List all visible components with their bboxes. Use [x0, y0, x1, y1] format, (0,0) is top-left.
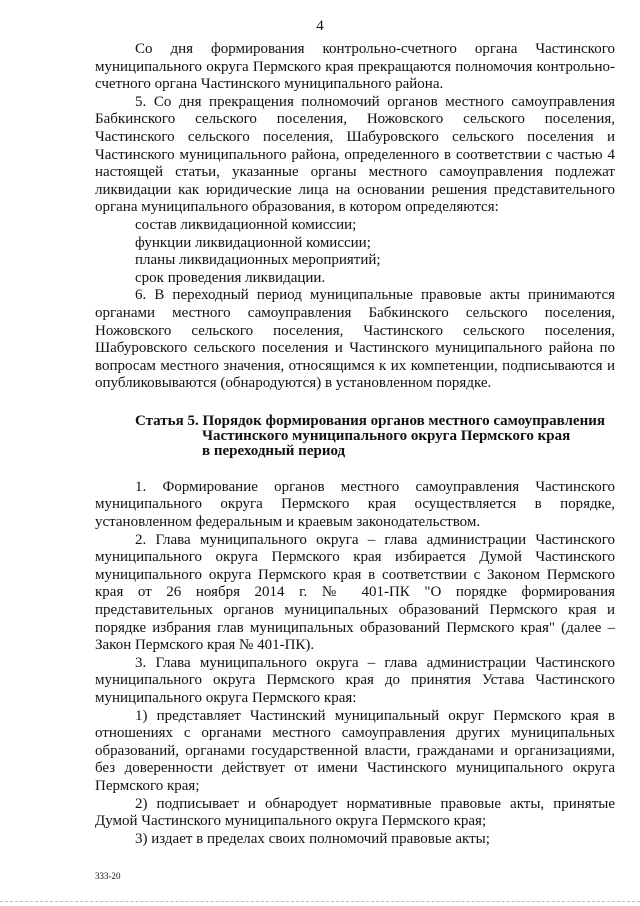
- subitem-2: 2) подписывает и обнародует нормативные правовые акты, принятые Думой Частинского муниципального округа Пермского края;: [95, 795, 615, 830]
- subitem-3: 3) издает в пределах своих полномочий правовые акты;: [135, 830, 490, 847]
- document-code: 333-20: [95, 871, 121, 881]
- list-item: состав ликвидационной комиссии;: [135, 216, 357, 233]
- article-heading-line: Частинского муниципального округа Пермского края: [202, 427, 571, 444]
- article-heading-line: в переходный период: [202, 442, 346, 459]
- scan-edge: [0, 901, 640, 906]
- list-item: функции ликвидационной комиссии;: [135, 234, 371, 251]
- subitem-1: 1) представляет Частинский муниципальный округ Пермского края в отношениях с органами местного самоуправления других муниципальных образований, органами государственной власти, гражданами и организациями, без доверенности действует от имени Частинского муниципального округа Пермского края;: [95, 707, 615, 794]
- article-heading-line: Статья 5. Порядок формирования органов местного самоуправления: [135, 412, 605, 429]
- list-item: срок проведения ликвидации.: [135, 269, 326, 286]
- page-number: 4: [316, 18, 324, 34]
- article-5-paragraph-2: 2. Глава муниципального округа – глава администрации Частинского муниципального округа Пермского края избирается Думой Частинского муниципального округа Пермского края в соответствии с Законом Пермского края от 26 ноября 2014 г. № 401-ПК "О порядке формирования представительных органов муниципальных образований Пермского края и порядке избрания глав муниципальных образований Пермского края" (далее – Закон Пермского края № 401-ПК).: [95, 531, 615, 654]
- article-5-paragraph-3: 3. Глава муниципального округа – глава администрации Частинского муниципального округа Пермского края до принятия Устава Частинского муниципального округа Пермского края:: [95, 654, 615, 706]
- paragraph-5-liquidation: 5. Со дня прекращения полномочий органов местного самоуправления Бабкинского сельского поселения, Ножовского сельского поселения, Частинского сельского поселения, Шабуровского сельского поселения и Частинского муниципального района, определенного в соответствии с частью 4 настоящей статьи, указанные органы местного самоуправления подлежат ликвидации как юридические лица на основании решения представительного органа муниципального образования, в котором определяются:: [95, 93, 615, 216]
- article-5-paragraph-1: 1. Формирование органов местного самоуправления Частинского муниципального округа Пермского края осуществляется в порядке, установленном федеральным и краевым законодательством.: [95, 478, 615, 531]
- list-item: планы ликвидационных мероприятий;: [135, 252, 381, 269]
- document-body: [95, 41, 615, 848]
- paragraph-ksp-termination: Со дня формирования контрольно-счетного органа Частинского муниципального округа Пермского края прекращаются полномочия контрольно-счетного органа Частинского муниципального района.: [95, 41, 615, 93]
- article-5-heading: [95, 414, 615, 459]
- paragraph-6-transitional-acts: 6. В переходный период муниципальные правовые акты принимаются органами местного самоуправления Бабкинского сельского поселения, Ножовского сельского поселения, Частинского сельского поселения, Шабуровского сельского поселения и Частинского муниципального района по вопросам местного значения, относящимся к их компетенции, подписываются и опубликовываются (обнародуются) в установленном порядке.: [95, 287, 615, 392]
